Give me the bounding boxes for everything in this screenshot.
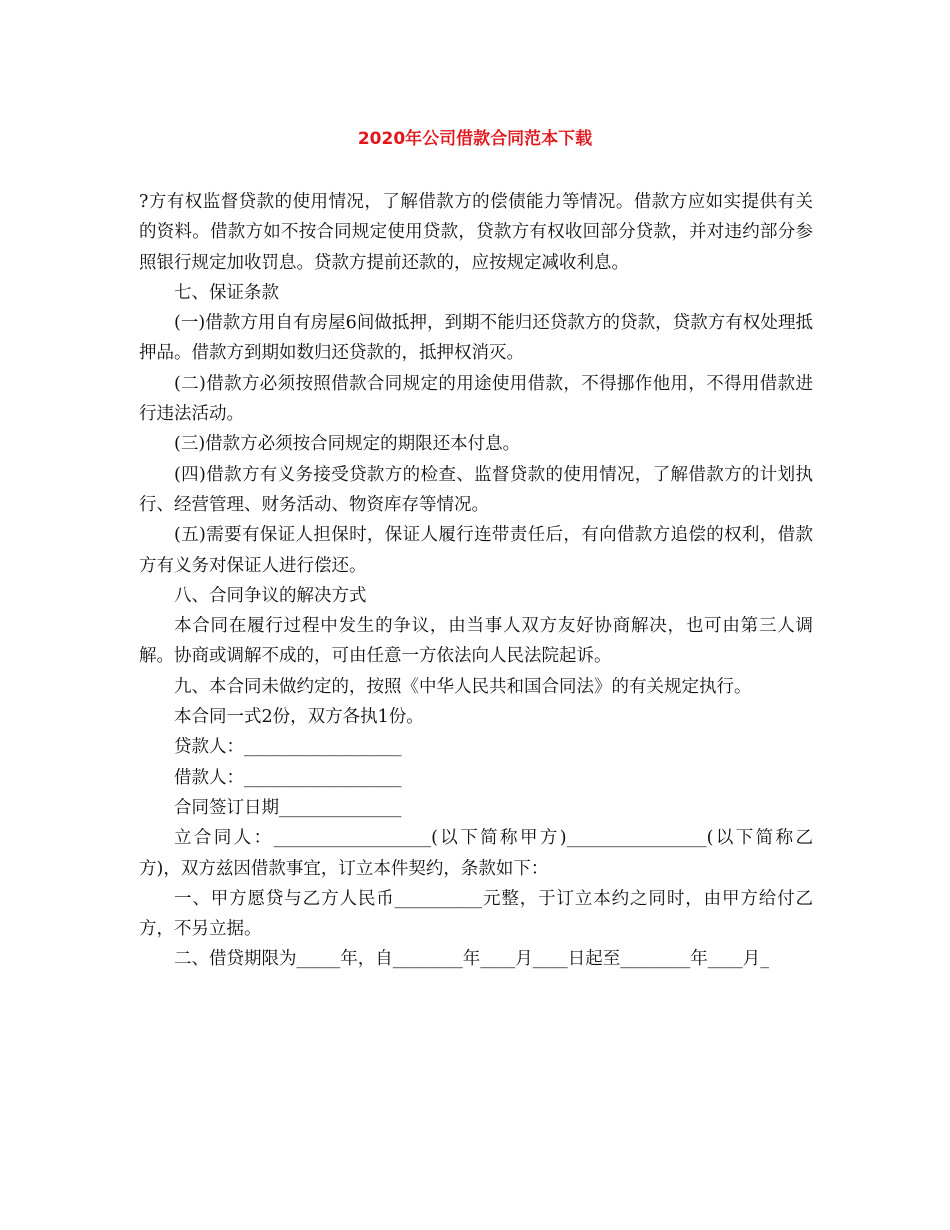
paragraph: 本合同在履行过程中发生的争议，由当事人双方友好协商解决，也可由第三人调解。协商或调解不成的，可由任意一方依法向人民法院起诉。	[139, 616, 813, 667]
section-heading: 七、保证条款	[174, 282, 279, 303]
document-title: 2020年公司借款合同范本下载	[357, 129, 593, 149]
borrower-signature-line: 借款人：__________________	[174, 767, 402, 788]
paragraph: 九、本合同未做约定的，按照《中华人民共和国合同法》的有关规定执行。	[174, 676, 752, 697]
paragraph: (四)借款方有义务接受贷款方的检查、监督贷款的使用情况，了解借款方的计划执行、经营管理、财务活动、物资库存等情况。	[139, 464, 813, 515]
paragraph: 二、借贷期限为_____年，自________年____月____日起至________年____月_	[174, 949, 769, 970]
document-body	[139, 187, 813, 975]
paragraph: (五)需要有保证人担保时，保证人履行连带责任后，有向借款方追偿的权利，借款方有义务对保证人进行偿还。	[139, 525, 813, 576]
paragraph: 本合同一式2份，双方各执1份。	[174, 707, 424, 728]
paragraph: 立合同人：__________________(以下简称甲方)________________(以下简称乙方)，双方兹因借款事宜，订立本件契约，条款如下：	[139, 828, 813, 879]
section-heading: 八、合同争议的解决方式	[174, 585, 367, 606]
paragraph: (二)借款方必须按照借款合同规定的用途使用借款，不得挪作他用，不得用借款进行违法活动。	[139, 373, 813, 425]
lender-signature-line: 贷款人：__________________	[174, 737, 402, 758]
paragraph: (三)借款方必须按合同规定的期限还本付息。	[174, 434, 521, 455]
paragraph: ?方有权监督贷款的使用情况，了解借款方的偿债能力等情况。借款方应如实提供有关的资料。借款方如不按合同规定使用贷款，贷款方有权收回部分贷款，并对违约部分参照银行规定加收罚息。贷款方提前还款的，应按规定减收利息。	[139, 192, 813, 273]
paragraph: (一)借款方用自有房屋6间做抵押，到期不能归还贷款方的贷款，贷款方有权处理抵押品。借款方到期如数归还贷款的，抵押权消灭。	[139, 313, 813, 364]
signing-date-line: 合同签订日期______________	[174, 797, 402, 818]
paragraph: 一、甲方愿贷与乙方人民币__________元整，于订立本约之同时，由甲方给付乙方，不另立据。	[139, 888, 813, 940]
